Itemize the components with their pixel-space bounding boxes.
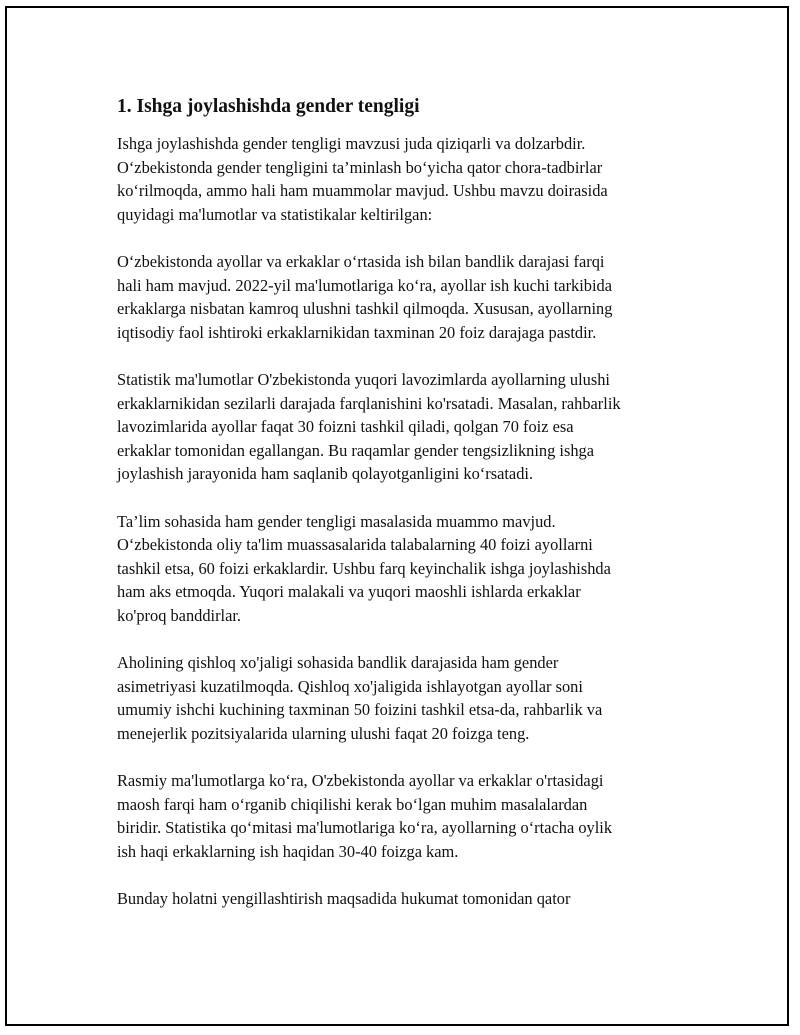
text-line: lavozimlarida ayollar faqat 30 foizni tashkil qiladi, qolgan 70 foiz esa — [117, 417, 574, 437]
section-heading: 1. Ishga joylashishda gender tengligi — [117, 96, 420, 117]
text-line: erkaklarnikidan sezilarli darajada farqlanishini ko'rsatadi. Masalan, rahbarlik — [117, 393, 621, 413]
text-line: iqtisodiy faol ishtiroki erkaklarnikidan taxminan 20 foiz darajaga pastdir. — [117, 322, 597, 342]
text-line: ko'proq banddirlar. — [117, 605, 242, 625]
paragraph-1 — [117, 132, 677, 226]
text-line: Bunday holatni yengillashtirish maqsadida hukumat tomonidan qator — [117, 889, 571, 908]
text-line: Aholining qishloq xo'jaligi sohasida bandlik darajasida ham gender — [117, 653, 559, 673]
text-line: umumiy ishchi kuchining taxminan 50 foizini tashkil etsa-da, rahbarlik va — [117, 700, 603, 720]
text-line: Rasmiy ma'lumotlarga ko‘ra, O'zbekistonda ayollar va erkaklar o'rtasidagi — [117, 771, 604, 791]
text-line: erkaklar tomonidan egallangan. Bu raqamlar gender tengsizlikning ishga — [117, 440, 594, 460]
text-line: O‘zbekistonda gender tengligini ta’minlash bo‘yicha qator chora-tadbirlar — [117, 157, 603, 177]
text-line: maosh farqi ham o‘rganib chiqilishi kerak bo‘lgan muhim masalalardan — [117, 794, 588, 814]
paragraph-2 — [117, 250, 677, 344]
text-line: Ishga joylashishda gender tengligi mavzusi juda qiziqarli va dolzarbdir. — [117, 134, 586, 153]
text-line: Ta’lim sohasida ham gender tengligi masalasida muammo mavjud. — [117, 511, 556, 531]
text-line: ham aks etmoqda. Yuqori malakali va yuqori maoshli ishlarda erkaklar — [117, 582, 581, 602]
text-line: erkaklarga nisbatan kamroq ulushni tashkil qilmoqda. Xususan, ayollarning — [117, 299, 613, 319]
text-line: O‘zbekistonda oliy ta'lim muassasalarida talabalarning 40 foizi ayollarni — [117, 535, 593, 555]
paragraph-6 — [117, 769, 677, 863]
text-line: asimetriyasi kuzatilmoqda. Qishloq xo'jaligida ishlayotgan ayollar soni — [117, 676, 583, 696]
text-line: quyidagi ma'lumotlar va statistikalar keltirilgan: — [117, 204, 433, 224]
text-line: hali ham mavjud. 2022-yil ma'lumotlariga ko‘ra, ayollar ish kuchi tarkibida — [117, 275, 613, 295]
paragraph-5 — [117, 651, 677, 745]
text-line: Statistik ma'lumotlar O'zbekistonda yuqori lavozimlarda ayollarning ulushi — [117, 369, 610, 389]
text-line: ko‘rilmoqda, ammo hali ham muammolar mavjud. Ushbu mavzu doirasida — [117, 181, 608, 201]
paragraph-4 — [117, 510, 677, 628]
text-line: biridir. Statistika qo‘mitasi ma'lumotlariga ko‘ra, ayollarning o‘rtacha oylik — [117, 818, 613, 838]
text-line: menejerlik pozitsiyalarida ularning ulushi faqat 20 foizga teng. — [117, 723, 530, 743]
text-line: O‘zbekistonda ayollar va erkaklar o‘rtasida ish bilan bandlik darajasi farqi — [117, 251, 605, 271]
text-line: joylashish jarayonida ham saqlanib qolayotganligini ko‘rsatadi. — [117, 464, 534, 484]
text-line: ish haqi erkaklarning ish haqidan 30-40 foizga kam. — [117, 841, 459, 861]
paragraph-7 — [117, 887, 677, 911]
paragraph-3 — [117, 368, 677, 486]
document-body — [117, 95, 677, 934]
text-line: tashkil etsa, 60 foizi erkaklardir. Ushbu farq keyinchalik ishga joylashishda — [117, 558, 611, 578]
